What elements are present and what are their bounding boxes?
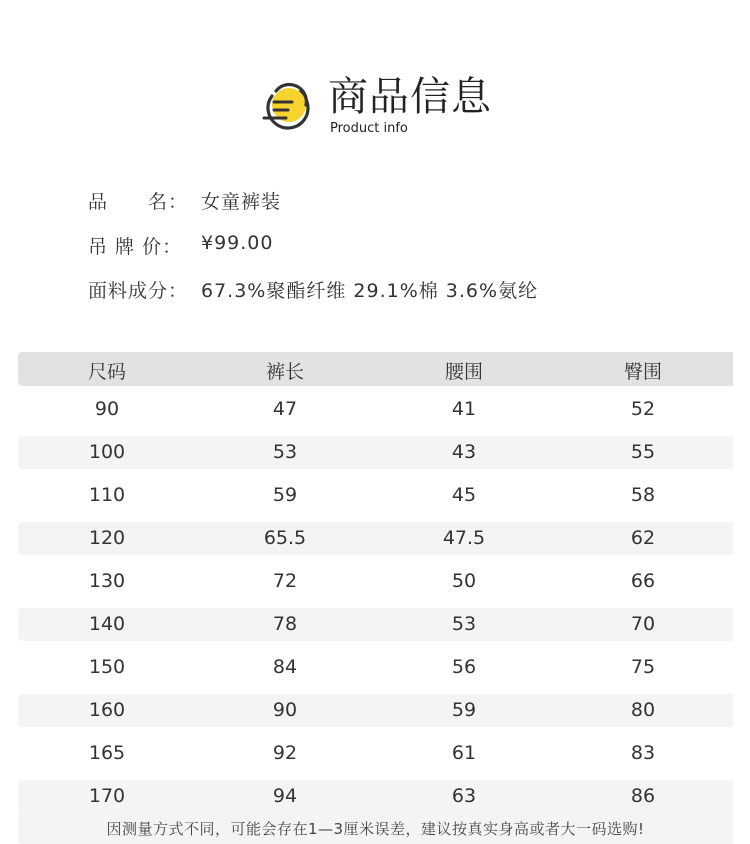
table-cell: 45 bbox=[451, 484, 477, 506]
table-row bbox=[18, 479, 733, 512]
stacked-document-icon bbox=[262, 82, 314, 134]
table-row bbox=[18, 522, 733, 555]
table-cell: 86 bbox=[630, 785, 656, 807]
table-row bbox=[18, 651, 733, 684]
table-cell: 84 bbox=[272, 656, 298, 678]
table-cell: 70 bbox=[630, 613, 656, 635]
table-cell: 59 bbox=[272, 484, 298, 506]
table-header-row bbox=[18, 352, 733, 386]
table-cell: 58 bbox=[630, 484, 656, 506]
table-cell: 80 bbox=[630, 699, 656, 721]
table-body bbox=[18, 393, 733, 813]
table-cell: 90 bbox=[94, 398, 120, 420]
table-cell: 90 bbox=[272, 699, 298, 721]
table-cell: 130 bbox=[88, 570, 126, 592]
table-cell: 94 bbox=[272, 785, 298, 807]
table-cell: 41 bbox=[451, 398, 477, 420]
table-cell: 140 bbox=[88, 613, 126, 635]
table-cell: 47 bbox=[272, 398, 298, 420]
column-header: 尺码 bbox=[87, 361, 127, 383]
table-cell: 92 bbox=[272, 742, 298, 764]
table-cell: 78 bbox=[272, 613, 298, 635]
table-cell: 83 bbox=[630, 742, 656, 764]
table-cell: 100 bbox=[88, 441, 126, 463]
table-cell: 55 bbox=[630, 441, 656, 463]
price-label: 吊 牌 价： bbox=[88, 236, 183, 258]
table-row bbox=[18, 393, 733, 426]
section-header bbox=[262, 70, 522, 150]
name-value: 女童裤装 bbox=[201, 191, 282, 213]
table-row bbox=[18, 737, 733, 770]
table-cell: 62 bbox=[630, 527, 656, 549]
table-cell: 61 bbox=[451, 742, 477, 764]
table-cell: 66 bbox=[630, 570, 656, 592]
table-row bbox=[18, 608, 733, 641]
table-cell: 52 bbox=[630, 398, 656, 420]
table-cell: 110 bbox=[88, 484, 126, 506]
price-value: ¥99.00 bbox=[201, 232, 274, 254]
column-header: 臀围 bbox=[623, 361, 663, 383]
column-header: 裤长 bbox=[265, 361, 305, 383]
table-cell: 160 bbox=[88, 699, 126, 721]
table-row bbox=[18, 565, 733, 598]
size-table bbox=[18, 352, 733, 813]
note-text: 因测量方式不同，可能会存在1—3厘米误差，建议按真实身高或者大一码选购! bbox=[106, 820, 645, 838]
table-row bbox=[18, 780, 733, 813]
table-cell: 72 bbox=[272, 570, 298, 592]
table-cell: 63 bbox=[451, 785, 477, 807]
table-cell: 50 bbox=[451, 570, 477, 592]
table-cell: 120 bbox=[88, 527, 126, 549]
page-subtitle: Product info bbox=[330, 121, 408, 136]
table-cell: 170 bbox=[88, 785, 126, 807]
table-row bbox=[18, 436, 733, 469]
table-cell: 53 bbox=[272, 441, 298, 463]
fabric-label: 面料成分： bbox=[88, 280, 189, 302]
table-cell: 56 bbox=[451, 656, 477, 678]
table-cell: 75 bbox=[630, 656, 656, 678]
table-cell: 150 bbox=[88, 656, 126, 678]
fabric-value: 67.3%聚酯纤维 29.1%棉 3.6%氨纶 bbox=[201, 280, 539, 302]
table-cell: 59 bbox=[451, 699, 477, 721]
table-cell: 65.5 bbox=[263, 527, 307, 549]
table-cell: 43 bbox=[451, 441, 477, 463]
table-cell: 165 bbox=[88, 742, 126, 764]
measurement-note bbox=[18, 812, 733, 844]
table-cell: 53 bbox=[451, 613, 477, 635]
column-header: 腰围 bbox=[444, 361, 484, 383]
name-label: 品 名： bbox=[88, 191, 189, 213]
table-row bbox=[18, 694, 733, 727]
table-cell: 47.5 bbox=[442, 527, 486, 549]
page-title: 商品信息 bbox=[328, 74, 492, 120]
